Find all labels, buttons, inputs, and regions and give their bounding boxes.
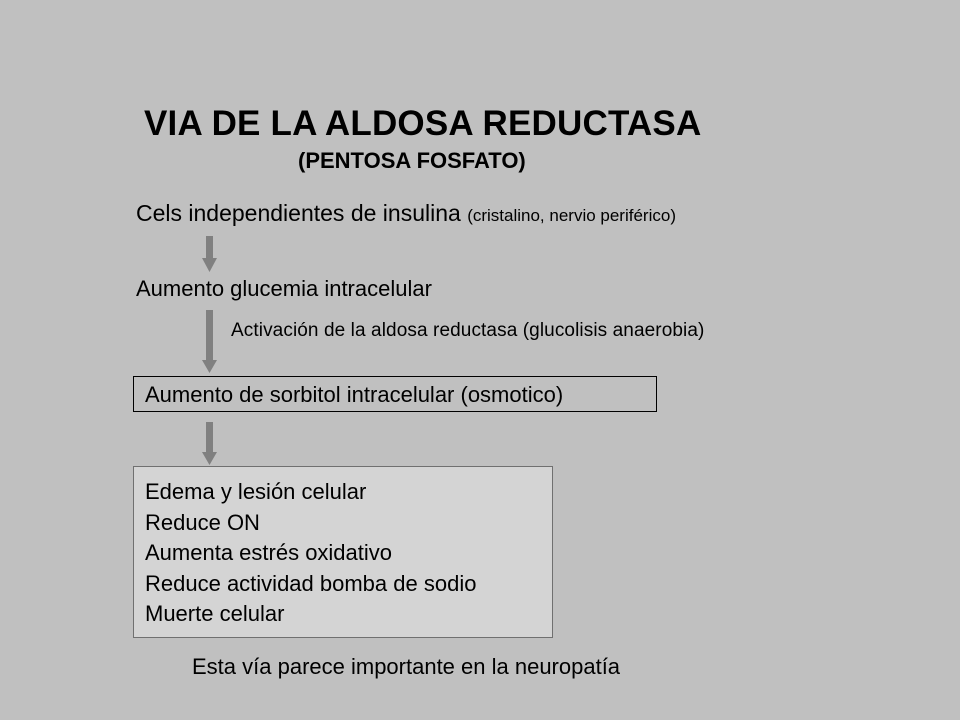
- enzyme-activation-label: Activación de la aldosa reductasa (glucolisis anaerobia): [231, 320, 705, 341]
- diagram-title: VIA DE LA ALDOSA REDUCTASA: [144, 104, 702, 143]
- arrow-step3-to-effects: [202, 422, 217, 465]
- arrow-step1-to-step2: [202, 236, 217, 272]
- effects-box: [133, 466, 553, 638]
- effect-item: Edema y lesión celular: [145, 479, 367, 504]
- effect-item: Muerte celular: [145, 601, 285, 626]
- step1-main-text: Cels independientes de insulina: [136, 200, 461, 226]
- step-intracellular-glucose: Aumento glucemia intracelular: [136, 276, 432, 301]
- effect-item: Reduce ON: [145, 509, 260, 535]
- effect-item: Aumenta estrés oxidativo: [145, 540, 393, 565]
- arrow-step2-to-step3: [202, 310, 217, 373]
- sorbitol-box: Aumento de sorbitol intracelular (osmotico): [133, 376, 657, 412]
- diagram-subtitle: (PENTOSA FOSFATO): [298, 148, 526, 173]
- effect-item: Reduce actividad bomba de sodio: [145, 570, 477, 596]
- conclusion-text: Esta vía parece importante en la neuropatía: [192, 654, 621, 679]
- step1-note-text: (cristalino, nervio periférico): [467, 206, 676, 225]
